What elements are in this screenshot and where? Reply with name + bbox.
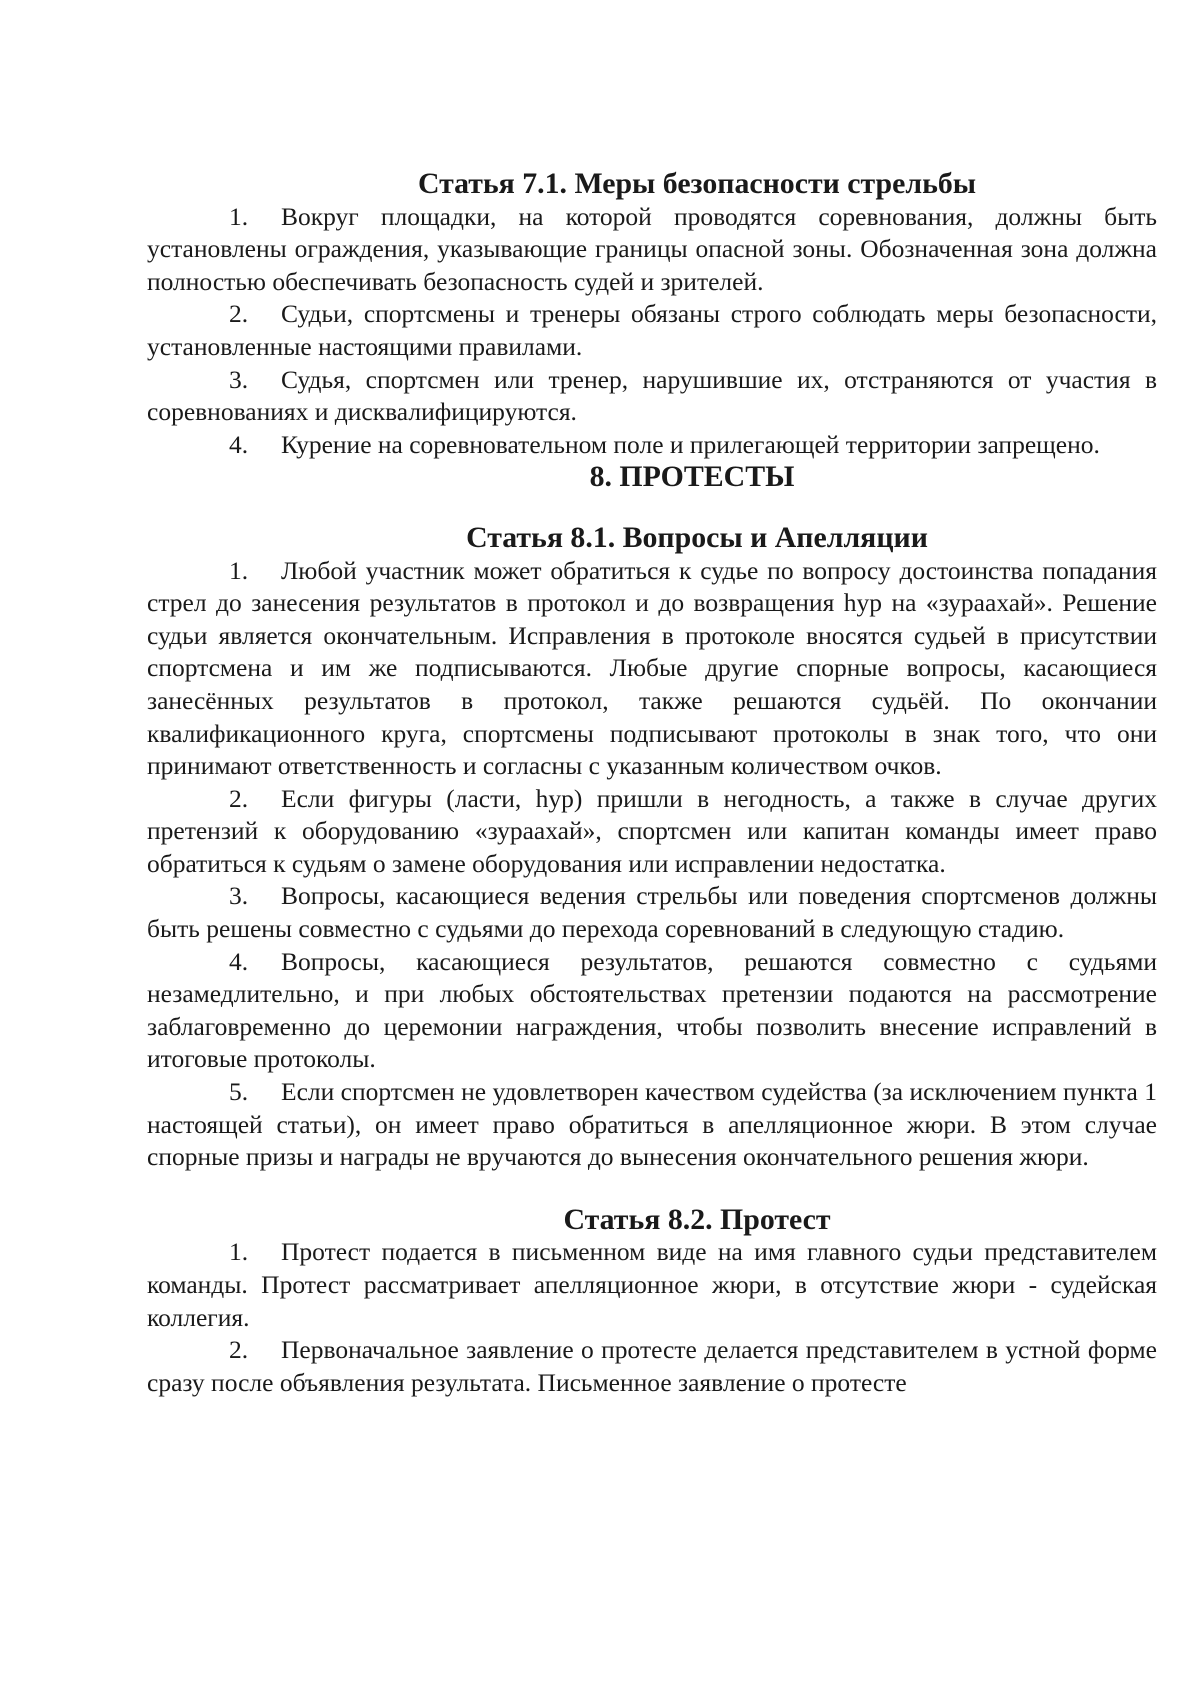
article-8-1-paragraph [147,946,1157,1076]
article-8-2-paragraph [147,1334,1157,1399]
paragraph-number: 1. [229,1237,249,1267]
article-7-1-paragraph [147,201,1157,299]
paragraph-text: Курение на соревновательном поле и прилегающей территории запрещено. [281,429,1100,459]
paragraph-text: Протест подается в письменном виде на имя главного судьи представителем команды. Протест рассматривает апелляционное жюри, в отсутствие жюри - судейская коллегия. [147,1237,1157,1332]
paragraph-number: 4. [229,429,249,459]
article-7-1-paragraph [147,298,1157,363]
document-content [147,168,1157,1399]
article-7-1-title: Статья 7.1. Меры безопасности стрельбы [417,167,977,200]
paragraph-text: Судья, спортсмен или тренер, нарушившие их, отстраняются от участия в соревнованиях и дисквалифицируются. [147,364,1157,427]
article-8-1-title: Статья 8.1. Вопросы и Апелляции [466,520,928,554]
article-7-1-paragraph [147,429,1157,462]
paragraph-number: 3. [229,881,249,911]
article-7-1-paragraph [147,364,1157,429]
paragraph-number: 2. [229,783,249,813]
section-8-title: 8. ПРОТЕСТЫ [589,460,795,494]
paragraph-text: Любой участник может обратиться к судье по вопросу достоинства попадания стрел до занесения результатов в протокол и до возвращения һур на «зураахай». Решение судьи является окончательным. Исправления в протоколе вносятся судьей в присутствии спортсмена и им же подписываются. Любые другие спорные вопросы, касающиеся занесённых результатов в протокол, также решаются судьёй. По окончании квалификационного круга, спортсмены подписывают протоколы в знак того, что они принимают ответственность и согласны с указанным количеством очков. [147,555,1157,781]
paragraph-text: Первоначальное заявление о протесте делается представителем в устной форме сразу после объявления результата. Письменное заявление о протесте [147,1335,1157,1397]
article-8-1-paragraph [147,880,1157,945]
paragraph-number: 2. [229,1335,249,1365]
article-8-2-paragraph [147,1236,1157,1334]
paragraph-text: Если фигуры (ласти, һур) пришли в негодность, а также в случае других претензий к оборудованию «зураахай», спортсмен или капитан команды имеет право обратиться к судьям о замене оборудования или исправлении недостатка. [147,783,1157,878]
paragraph-number: 1. [229,555,249,585]
paragraph-text: Судьи, спортсмены и тренеры обязаны строго соблюдать меры безопасности, установленные настоящими правилами. [147,299,1157,361]
article-8-1-paragraph [147,555,1157,783]
paragraph-text: Вопросы, касающиеся результатов, решаются совместно с судьями незамедлительно, и при любых обстоятельствах претензии подаются на рассмотрение заблаговременно до церемонии награждения, чтобы позволить внесение исправлений в итоговые протоколы. [147,946,1157,1074]
paragraph-text: Вокруг площадки, на которой проводятся соревнования, должны быть установлены ограждения, указывающие границы опасной зоны. Обозначенная зона должна полностью обеспечивать безопасность судей и зрителей. [147,201,1157,296]
paragraph-number: 5. [229,1077,249,1107]
paragraph-number: 4. [229,946,249,976]
paragraph-number: 1. [229,201,249,231]
article-8-1-paragraph [147,783,1157,881]
article-8-1-paragraph [147,1076,1157,1174]
paragraph-number: 2. [229,299,249,329]
paragraph-text: Вопросы, касающиеся ведения стрельбы или поведения спортсменов должны быть решены совместно с судьями до перехода соревнований в следующую стадию. [147,881,1157,944]
paragraph-number: 3. [229,364,249,394]
article-8-2-title: Статья 8.2. Протест [563,1202,831,1236]
paragraph-text: Если спортсмен не удовлетворен качеством судейства (за исключением пункта 1 настоящей статьи), он имеет право обратиться в апелляционное жюри. В этом случае спорные призы и награды не вручаются до вынесения окончательного решения жюри. [147,1077,1157,1172]
